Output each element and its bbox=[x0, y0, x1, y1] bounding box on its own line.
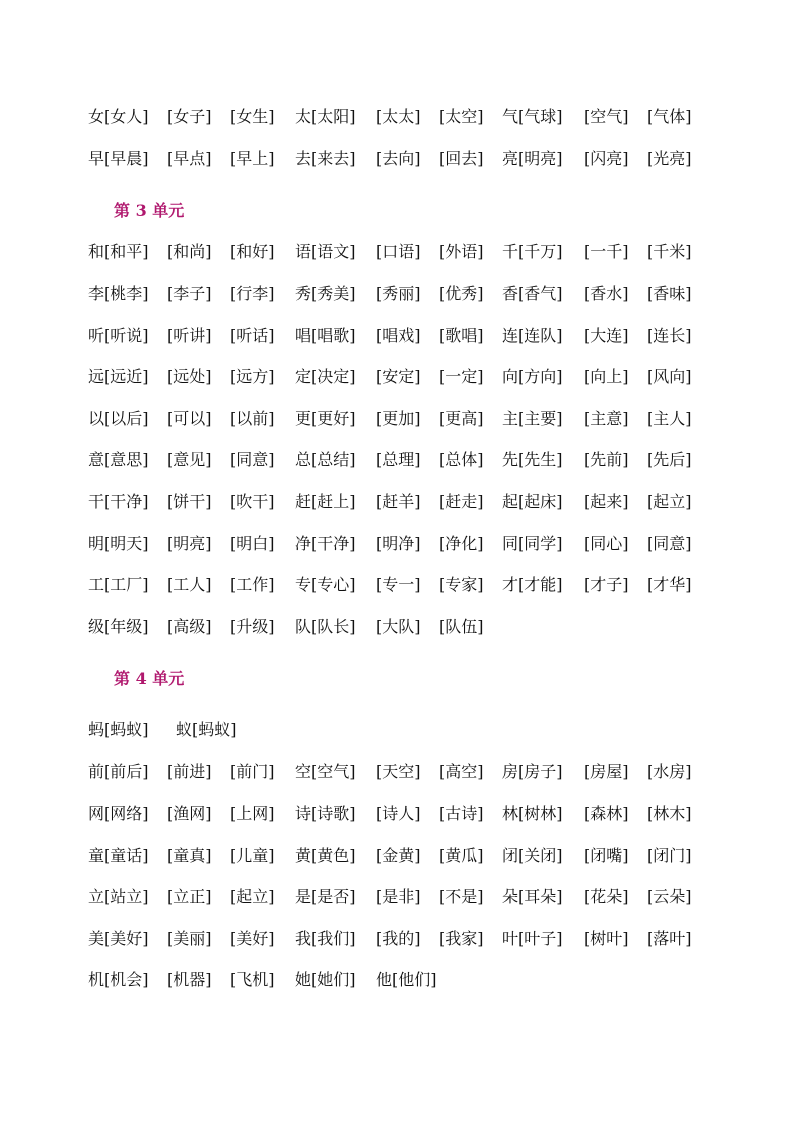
word-entry: [秀丽] bbox=[376, 284, 421, 303]
word-entry: [闭门] bbox=[647, 846, 692, 865]
word-entry: [行李] bbox=[230, 284, 275, 303]
word-entry: [金黄] bbox=[376, 846, 421, 865]
word-entry: [一千] bbox=[584, 242, 629, 261]
word-entry: 意[意思] bbox=[88, 450, 149, 469]
word-entry: [云朵] bbox=[647, 887, 692, 906]
word-entry: 向[方向] bbox=[502, 367, 563, 386]
word-entry: 蚁[蚂蚁] bbox=[176, 720, 237, 739]
word-entry: [高级] bbox=[167, 617, 212, 636]
word-entry: [更加] bbox=[376, 409, 421, 428]
word-entry: 听[听说] bbox=[88, 326, 149, 345]
word-entry: [天空] bbox=[376, 762, 421, 781]
word-entry: [队伍] bbox=[439, 617, 484, 636]
word-entry: [更高] bbox=[439, 409, 484, 428]
word-entry: [主意] bbox=[584, 409, 629, 428]
word-entry: [工作] bbox=[230, 575, 275, 594]
word-entry: [同心] bbox=[584, 534, 629, 553]
word-entry: [空气] bbox=[584, 107, 629, 126]
word-entry: [去向] bbox=[376, 149, 421, 168]
word-entry: [专一] bbox=[376, 575, 421, 594]
word-entry: [水房] bbox=[647, 762, 692, 781]
word-entry: 诗[诗歌] bbox=[295, 804, 356, 823]
word-entry: [房屋] bbox=[584, 762, 629, 781]
word-entry: [上网] bbox=[230, 804, 275, 823]
word-entry: 美[美好] bbox=[88, 929, 149, 948]
word-entry: [飞机] bbox=[230, 970, 275, 989]
word-entry: [远方] bbox=[230, 367, 275, 386]
word-entry: [远处] bbox=[167, 367, 212, 386]
word-entry: [听话] bbox=[230, 326, 275, 345]
word-entry: [才华] bbox=[647, 575, 692, 594]
word-entry: 和[和平] bbox=[88, 242, 149, 261]
word-entry: [渔网] bbox=[167, 804, 212, 823]
word-entry: 女[女人] bbox=[88, 107, 149, 126]
word-entry: 明[明天] bbox=[88, 534, 149, 553]
word-entry: [气体] bbox=[647, 107, 692, 126]
word-entry: 同[同学] bbox=[502, 534, 563, 553]
word-entry: 千[千万] bbox=[502, 242, 563, 261]
word-entry: 远[远近] bbox=[88, 367, 149, 386]
word-entry: 赶[赶上] bbox=[295, 492, 356, 511]
word-entry: [花朵] bbox=[584, 887, 629, 906]
word-entry: 主[主要] bbox=[502, 409, 563, 428]
word-entry: 童[童话] bbox=[88, 846, 149, 865]
word-entry: [工人] bbox=[167, 575, 212, 594]
word-entry: [诗人] bbox=[376, 804, 421, 823]
word-entry: [意见] bbox=[167, 450, 212, 469]
word-entry: [明净] bbox=[376, 534, 421, 553]
word-entry: 起[起床] bbox=[502, 492, 563, 511]
word-entry: [风向] bbox=[647, 367, 692, 386]
word-entry: [先后] bbox=[647, 450, 692, 469]
word-entry: [歌唱] bbox=[439, 326, 484, 345]
word-entry: 香[香气] bbox=[502, 284, 563, 303]
word-entry: [太空] bbox=[439, 107, 484, 126]
word-entry: 房[房子] bbox=[502, 762, 563, 781]
word-entry: 干[干净] bbox=[88, 492, 149, 511]
word-entry: 气[气球] bbox=[502, 107, 563, 126]
word-entry: [我的] bbox=[376, 929, 421, 948]
word-entry: 秀[秀美] bbox=[295, 284, 356, 303]
word-entry: [专家] bbox=[439, 575, 484, 594]
word-entry: [总体] bbox=[439, 450, 484, 469]
word-entry: [赶走] bbox=[439, 492, 484, 511]
word-entry: [我家] bbox=[439, 929, 484, 948]
word-entry: 净[干净] bbox=[295, 534, 356, 553]
word-entry: 蚂[蚂蚁] bbox=[88, 720, 149, 739]
word-entry: [前门] bbox=[230, 762, 275, 781]
word-entry: 空[空气] bbox=[295, 762, 356, 781]
word-entry: [前进] bbox=[167, 762, 212, 781]
word-entry: [安定] bbox=[376, 367, 421, 386]
word-entry: [大连] bbox=[584, 326, 629, 345]
word-entry: [才子] bbox=[584, 575, 629, 594]
word-entry: [千米] bbox=[647, 242, 692, 261]
word-entry: [听讲] bbox=[167, 326, 212, 345]
word-entry: [香味] bbox=[647, 284, 692, 303]
word-entry: 网[网络] bbox=[88, 804, 149, 823]
word-entry: 早[早晨] bbox=[88, 149, 149, 168]
word-entry: 总[总结] bbox=[295, 450, 356, 469]
word-entry: [森林] bbox=[584, 804, 629, 823]
word-entry: 先[先生] bbox=[502, 450, 563, 469]
word-entry: [主人] bbox=[647, 409, 692, 428]
word-entry: 级[年级] bbox=[88, 617, 149, 636]
word-entry: [净化] bbox=[439, 534, 484, 553]
word-entry: 机[机会] bbox=[88, 970, 149, 989]
word-entry: [落叶] bbox=[647, 929, 692, 948]
word-entry: [饼干] bbox=[167, 492, 212, 511]
word-entry: 他[他们] bbox=[376, 970, 437, 989]
word-entry: [美丽] bbox=[167, 929, 212, 948]
word-entry: [闪亮] bbox=[584, 149, 629, 168]
word-entry: 我[我们] bbox=[295, 929, 356, 948]
word-entry: [早点] bbox=[167, 149, 212, 168]
word-entry: [向上] bbox=[584, 367, 629, 386]
word-entry: 立[站立] bbox=[88, 887, 149, 906]
word-entry: [和好] bbox=[230, 242, 275, 261]
word-entry: [口语] bbox=[376, 242, 421, 261]
word-entry: [早上] bbox=[230, 149, 275, 168]
word-entry: [童真] bbox=[167, 846, 212, 865]
word-entry: [美好] bbox=[230, 929, 275, 948]
word-entry: 队[队长] bbox=[295, 617, 356, 636]
word-entry: 才[才能] bbox=[502, 575, 563, 594]
word-entry: [和尚] bbox=[167, 242, 212, 261]
word-entry: [香水] bbox=[584, 284, 629, 303]
word-entry: 她[她们] bbox=[295, 970, 356, 989]
word-entry: [起立] bbox=[230, 887, 275, 906]
word-entry: [以前] bbox=[230, 409, 275, 428]
word-entry: 去[来去] bbox=[295, 149, 356, 168]
word-entry: 叶[叶子] bbox=[502, 929, 563, 948]
word-entry: [女子] bbox=[167, 107, 212, 126]
word-entry: 定[决定] bbox=[295, 367, 356, 386]
word-entry: 更[更好] bbox=[295, 409, 356, 428]
word-entry: [是非] bbox=[376, 887, 421, 906]
word-entry: [起来] bbox=[584, 492, 629, 511]
word-entry: [优秀] bbox=[439, 284, 484, 303]
word-entry: [立正] bbox=[167, 887, 212, 906]
word-entry: [李子] bbox=[167, 284, 212, 303]
word-entry: [总理] bbox=[376, 450, 421, 469]
word-entry: [升级] bbox=[230, 617, 275, 636]
word-entry: [儿童] bbox=[230, 846, 275, 865]
word-entry: [树叶] bbox=[584, 929, 629, 948]
word-entry: [连长] bbox=[647, 326, 692, 345]
word-entry: [不是] bbox=[439, 887, 484, 906]
word-entry: 亮[明亮] bbox=[502, 149, 563, 168]
word-entry: 连[连队] bbox=[502, 326, 563, 345]
word-entry: 以[以后] bbox=[88, 409, 149, 428]
word-entry: [唱戏] bbox=[376, 326, 421, 345]
word-entry: [明白] bbox=[230, 534, 275, 553]
word-entry: [大队] bbox=[376, 617, 421, 636]
word-entry: [女生] bbox=[230, 107, 275, 126]
word-entry: 语[语文] bbox=[295, 242, 356, 261]
word-entry: [同意] bbox=[230, 450, 275, 469]
word-entry: [起立] bbox=[647, 492, 692, 511]
word-entry: [先前] bbox=[584, 450, 629, 469]
word-entry: [闭嘴] bbox=[584, 846, 629, 865]
word-entry: [古诗] bbox=[439, 804, 484, 823]
word-entry: [同意] bbox=[647, 534, 692, 553]
word-entry: [回去] bbox=[439, 149, 484, 168]
word-entry: 专[专心] bbox=[295, 575, 356, 594]
word-entry: 唱[唱歌] bbox=[295, 326, 356, 345]
word-entry: [黄瓜] bbox=[439, 846, 484, 865]
word-entry: 太[太阳] bbox=[295, 107, 356, 126]
word-entry: 是[是否] bbox=[295, 887, 356, 906]
word-entry: [太太] bbox=[376, 107, 421, 126]
word-entry: 闭[关闭] bbox=[502, 846, 563, 865]
word-entry: 林[树林] bbox=[502, 804, 563, 823]
unit-heading: 第 4 单元 bbox=[114, 669, 185, 688]
word-entry: [高空] bbox=[439, 762, 484, 781]
word-entry: [林木] bbox=[647, 804, 692, 823]
word-entry: 李[桃李] bbox=[88, 284, 149, 303]
word-entry: [赶羊] bbox=[376, 492, 421, 511]
word-entry: 黄[黄色] bbox=[295, 846, 356, 865]
word-entry: [光亮] bbox=[647, 149, 692, 168]
word-entry: [一定] bbox=[439, 367, 484, 386]
word-entry: [机器] bbox=[167, 970, 212, 989]
word-entry: [可以] bbox=[167, 409, 212, 428]
word-entry: 朵[耳朵] bbox=[502, 887, 563, 906]
word-entry: [吹干] bbox=[230, 492, 275, 511]
word-entry: [明亮] bbox=[167, 534, 212, 553]
unit-heading: 第 3 单元 bbox=[114, 201, 185, 220]
word-entry: 工[工厂] bbox=[88, 575, 149, 594]
word-entry: 前[前后] bbox=[88, 762, 149, 781]
word-entry: [外语] bbox=[439, 242, 484, 261]
